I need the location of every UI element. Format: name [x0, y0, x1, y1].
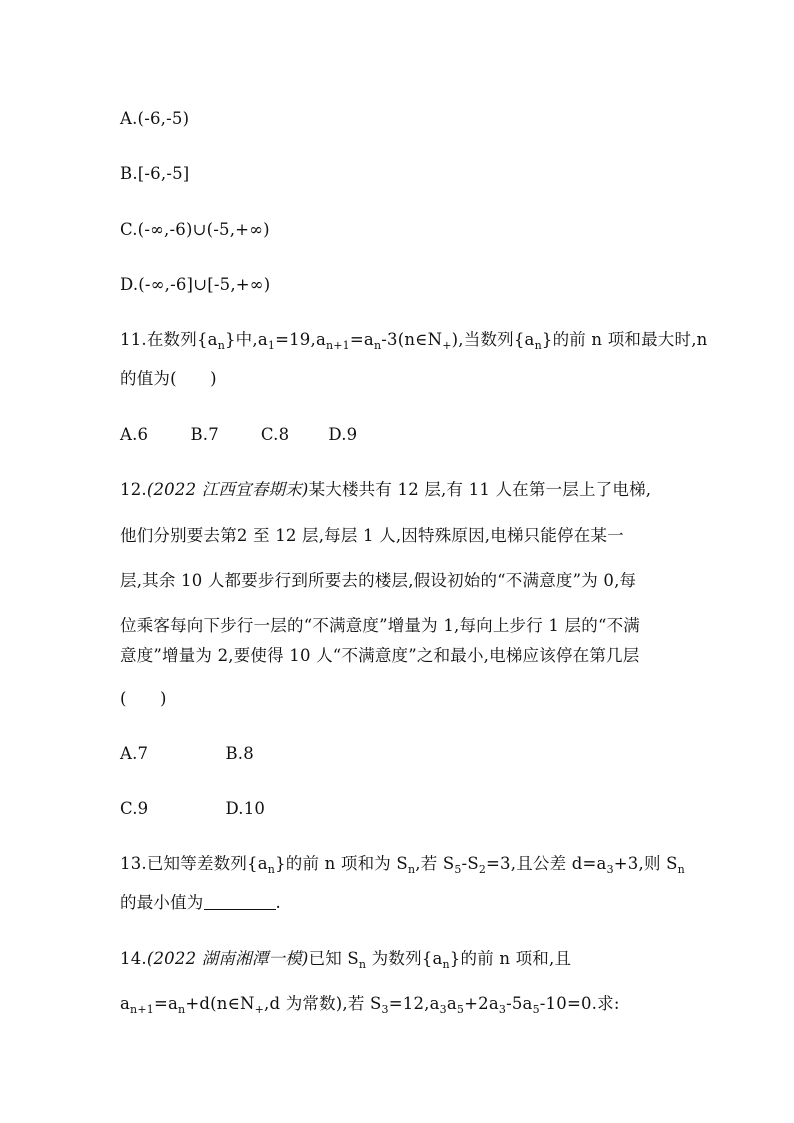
- answer-blank: [204, 895, 276, 910]
- q11-option-d: D.9: [328, 425, 358, 444]
- q12-stem-line1: 12.(2022 江西宜春期末)某大楼共有 12 层,有 11 人在第一层上了电梯,: [120, 480, 652, 499]
- q12-stem-line2: 他们分别要去第2 至 12 层,每层 1 人,因特殊原因,电梯只能停在某一: [120, 526, 624, 545]
- q12-option-d: D.10: [225, 799, 266, 818]
- q12-option-a: A.7: [120, 744, 149, 763]
- q10-option-d: D.(-∞,-6]∪[-5,+∞): [120, 275, 271, 294]
- q12-stem-line3: 层,其余 10 人都要步行到所要去的楼层,假设初始的“不满意度”为 0,每: [120, 571, 637, 590]
- q14-stem-line2: $a_{n+1}=a_n+d(n\in N_+,d$ 为常数),若 $S_3=12,a_3a_5+2a_3-5a_5-10=0$.求:: [120, 994, 620, 1016]
- q14-source: (2022 湖南湘潭一模): [146, 949, 309, 968]
- q11-option-c: C.8: [260, 425, 290, 444]
- q11-stem-line2: 的值为( ): [120, 369, 217, 388]
- q12-source: (2022 江西宜春期末): [146, 480, 309, 499]
- q10-option-a: A.(-6,-5): [120, 109, 190, 128]
- q12-options-row2: [120, 798, 265, 820]
- q13-stem-line1: 13.已知等差数列$\{a_n\}$的前 n 项和为 $S_n$,若 $S_5-S_2=3$,且公差 $d=a_3+3$,则 $S_n$: [120, 854, 685, 876]
- q13-stem-line2: 的最小值为 .: [120, 893, 281, 912]
- q11-option-b: B.7: [190, 425, 219, 444]
- q11-option-a: A.6: [120, 425, 149, 444]
- q11-options: [120, 424, 357, 446]
- q12-option-c: C.9: [120, 799, 149, 818]
- q12-options-row1: [120, 743, 254, 765]
- q12-option-b: B.8: [225, 744, 254, 763]
- q14-stem-line1: 14.(2022 湖南湘潭一模)已知 $S_n$ 为数列$\{a_n\}$的前 n 项和,且: [120, 949, 572, 971]
- q11-stem-line1: 11.在数列$\{a_n\}$中$,a_1=19,a_{n+1}=a_n-3(n\in N_+)$,当数列$\{a_n\}$的前 n 项和最大时,n: [120, 330, 708, 352]
- q12-stem-line4: 位乘客每向下步行一层的“不满意度”增量为 1,每向上步行 1 层的“不满: [120, 616, 640, 635]
- q10-option-c: C.(-∞,-6)∪(-5,+∞): [120, 220, 270, 239]
- q12-stem-line6: ( ): [120, 689, 167, 708]
- q10-option-b: B.[-6,-5]: [120, 164, 190, 183]
- q12-stem-line5: 意度”增量为 2,要使得 10 人“不满意度”之和最小,电梯应该停在第几层: [120, 646, 640, 665]
